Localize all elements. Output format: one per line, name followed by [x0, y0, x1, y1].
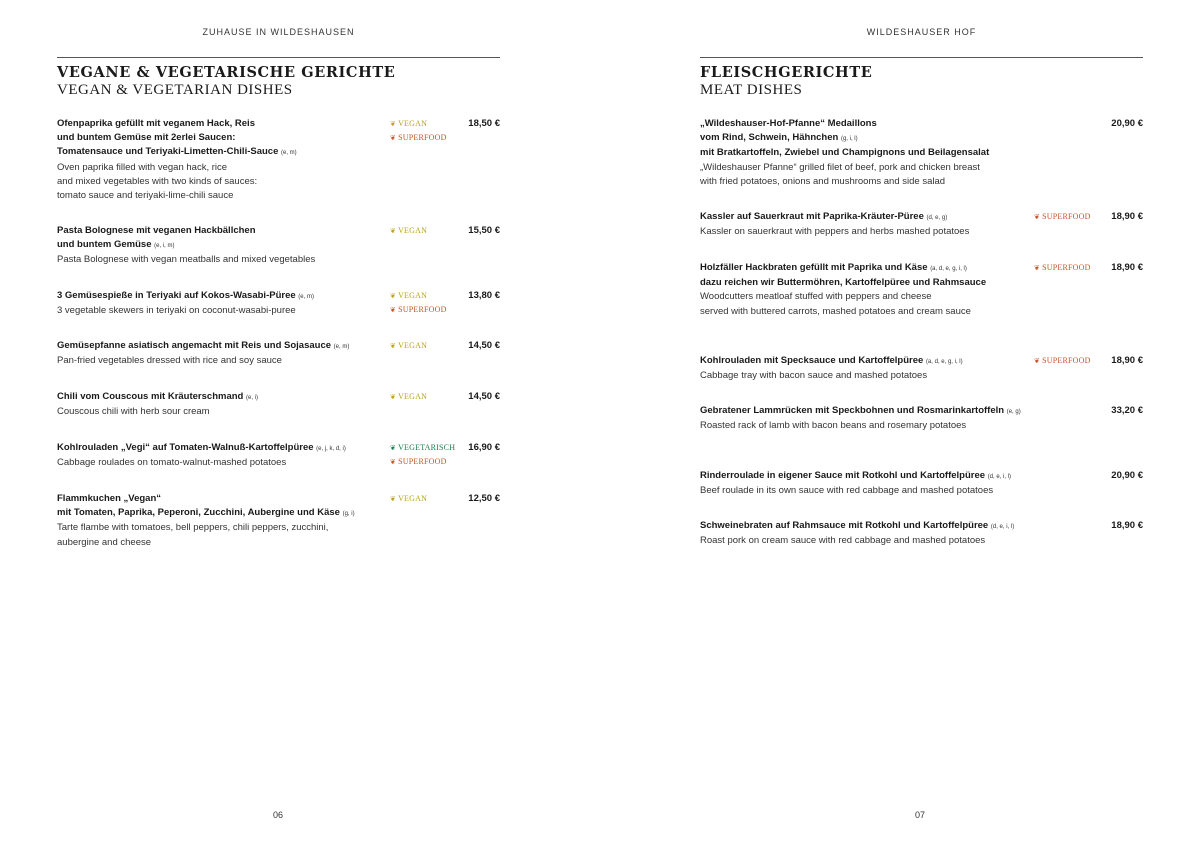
- leaf-icon: ❦: [390, 227, 397, 235]
- diet-badges: [1034, 261, 1091, 275]
- dish-name-en: with fried potatoes, onions and mushrooms and side salad: [700, 175, 946, 187]
- dish-name-text: Schweinebraten auf Rahmsauce mit Rotkohl und Kartoffelpüree: [700, 520, 989, 531]
- dish-name-text: Chili vom Couscous mit Kräuterschmand: [57, 391, 244, 402]
- dish-name-de: [57, 145, 500, 160]
- dish-name-en: Beef roulade in its own sauce with red cabbage and mashed potatoes: [700, 485, 994, 497]
- allergen-codes: (e, m): [298, 294, 314, 300]
- dish-name-en: Kassler on sauerkraut with peppers and herbs mashed potatoes: [700, 226, 970, 238]
- dish-name-text: Ofenpaprika gefüllt mit veganem Hack, Reis: [57, 118, 255, 129]
- dish-name-en: 3 vegetable skewers in teriyaki on coconut-wasabi-puree: [57, 305, 296, 317]
- badge-vegan: [390, 117, 447, 131]
- badge-label: VEGAN: [398, 226, 428, 235]
- menu-item: [57, 390, 500, 419]
- badge-label: VEGAN: [398, 119, 428, 128]
- diet-badges: [1034, 354, 1091, 368]
- dish-price: 18,90 €: [1111, 355, 1143, 366]
- dish-name-en: Tarte flambe with tomatoes, bell peppers, chili peppers, zucchini,: [57, 522, 329, 534]
- dish-name-en: aubergine and cheese: [57, 536, 152, 548]
- section-title-de: FLEISCHGERICHTE: [700, 64, 873, 81]
- leaf-icon: ❦: [390, 444, 397, 452]
- dish-name-en: Pasta Bolognese with vegan meatballs and mixed vegetables: [57, 254, 316, 266]
- allergen-codes: (d, e, i, l): [987, 474, 1012, 480]
- leaf-icon: ❦: [390, 393, 397, 401]
- badge-superfood: [1034, 261, 1091, 275]
- dish-name-en: and mixed vegetables with two kinds of sauces:: [57, 175, 258, 187]
- badge-vegan: [390, 339, 427, 353]
- dish-name-text: „Wildeshauser-Hof-Pfanne“ Medaillons: [700, 118, 877, 129]
- dish-name-en: „Wildeshauser Pfanne“ grilled filet of beef, pork and chicken breast: [700, 161, 980, 173]
- dish-name-text: Pasta Bolognese mit veganen Hackbällchen: [57, 225, 256, 236]
- badge-label: VEGAN: [398, 291, 428, 300]
- badge-superfood: [1034, 210, 1091, 224]
- dish-name-en: tomato sauce and teriyaki-lime-chili sauce: [57, 190, 234, 202]
- leaf-icon: ❦: [390, 292, 397, 300]
- allergen-codes: (d, e, i, l): [990, 524, 1015, 530]
- dish-name-en: served with buttered carrots, mashed potatoes and cream sauce: [700, 305, 971, 317]
- menu-item: [57, 224, 500, 268]
- dish-price: 18,90 €: [1111, 211, 1143, 222]
- menu-item: [57, 441, 500, 470]
- section-title-de: VEGANE & VEGETARISCHE GERICHTE: [57, 64, 396, 81]
- page-number: 06: [273, 810, 284, 820]
- right-page: [600, 0, 1200, 848]
- dish-name-text: dazu reichen wir Buttermöhren, Kartoffelpüree und Rahmsauce: [700, 277, 987, 289]
- dish-name-text: Gebratener Lammrücken mit Speckbohnen und Rosmarinkartoffeln: [700, 405, 1005, 416]
- leaf-icon: ❦: [390, 134, 397, 142]
- allergen-codes: (e, i): [245, 395, 258, 401]
- dish-name-en: Oven paprika filled with vegan hack, rice: [57, 161, 228, 173]
- allergen-codes: (g, i, l): [840, 136, 858, 143]
- dish-price: 20,90 €: [1111, 470, 1143, 481]
- allergen-codes: (a, d, e, g, i, l): [925, 359, 963, 365]
- badge-vegan: [390, 390, 427, 404]
- leaf-icon: ❦: [1034, 213, 1041, 221]
- badge-label: SUPERFOOD: [1042, 356, 1091, 365]
- section-title-en: MEAT DISHES: [700, 82, 803, 98]
- dish-name-de: [700, 404, 1143, 419]
- badge-label: VEGAN: [398, 341, 428, 350]
- dish-name-en: Cabbage roulades on tomato-walnut-mashed potatoes: [57, 457, 287, 469]
- section-heading: [57, 64, 395, 99]
- dish-name-de: [57, 238, 500, 253]
- dish-price: 33,20 €: [1111, 405, 1143, 416]
- dish-name-text: Holzfäller Hackbraten gefüllt mit Paprika und Käse: [700, 262, 928, 273]
- menu-item: [700, 404, 1143, 433]
- dish-name-text: 3 Gemüsespieße in Teriyaki auf Kokos-Wasabi-Püree: [57, 290, 296, 301]
- dish-name-text: und buntem Gemüse: [57, 239, 152, 251]
- header-rule: [57, 57, 500, 58]
- leaf-icon: ❦: [390, 458, 397, 466]
- badge-vegetarisch: [390, 441, 455, 455]
- header-rule: [700, 57, 1143, 58]
- badge-label: VEGAN: [398, 494, 428, 503]
- dish-name-en: Roast pork on cream sauce with red cabbage and mashed potatoes: [700, 535, 986, 547]
- menu-item: [700, 469, 1143, 498]
- dish-price: 14,50 €: [468, 340, 500, 351]
- dish-price: 18,90 €: [1111, 520, 1143, 531]
- page-number: 07: [915, 810, 926, 820]
- badge-superfood: [390, 303, 447, 317]
- allergen-codes: (d, e, g): [926, 215, 948, 221]
- dish-name-en: Roasted rack of lamb with bacon beans and rosemary potatoes: [700, 420, 967, 432]
- dish-price: 18,90 €: [1111, 262, 1143, 273]
- diet-badges: [390, 289, 447, 317]
- dish-price: 14,50 €: [468, 391, 500, 402]
- dish-name-en: Pan-fried vegetables dressed with rice and soy sauce: [57, 355, 282, 367]
- diet-badges: [390, 117, 447, 145]
- allergen-codes: (e, g): [1006, 409, 1021, 415]
- menu-item: [700, 117, 1143, 189]
- dish-name-text: Kohlrouladen mit Specksauce und Kartoffelpüree: [700, 355, 924, 366]
- badge-label: SUPERFOOD: [1042, 263, 1091, 272]
- dish-name-de: [700, 276, 1143, 290]
- dish-price: 16,90 €: [468, 442, 500, 453]
- badge-label: SUPERFOOD: [398, 457, 447, 466]
- dish-name-de: [700, 519, 1143, 534]
- dish-name-text: mit Bratkartoffeln, Zwiebel und Champignons und Beilagensalat: [700, 147, 990, 159]
- dish-name-en: Cabbage tray with bacon sauce and mashed potatoes: [700, 370, 928, 382]
- dish-name-text: Gemüsepfanne asiatisch angemacht mit Reis und Sojasauce: [57, 340, 332, 351]
- menu-item: [57, 117, 500, 203]
- leaf-icon: ❦: [390, 342, 397, 350]
- badge-vegan: [390, 289, 447, 303]
- dish-name-de: [700, 146, 1143, 160]
- dish-name-de: [700, 117, 1143, 131]
- dish-name-text: und buntem Gemüse mit 2erlei Saucen:: [57, 132, 236, 144]
- badge-label: SUPERFOOD: [398, 305, 447, 314]
- allergen-codes: (e, j, k, d, i): [316, 446, 346, 452]
- allergen-codes: (e, i, m): [154, 243, 175, 250]
- diet-badges: [390, 339, 427, 353]
- dish-name-text: vom Rind, Schwein, Hähnchen: [700, 132, 839, 144]
- badge-label: VEGETARISCH: [398, 443, 456, 452]
- menu-item: [700, 261, 1143, 319]
- menu-item: [700, 354, 1143, 383]
- dish-price: 18,50 €: [468, 118, 500, 129]
- dish-name-de: [57, 390, 500, 405]
- allergen-codes: (e, m): [333, 344, 350, 350]
- dish-name-de: [700, 131, 1143, 146]
- allergen-codes: (g, i): [342, 511, 355, 518]
- dish-name-de: [700, 469, 1143, 484]
- leaf-icon: ❦: [390, 120, 397, 128]
- dish-price: 20,90 €: [1111, 118, 1143, 129]
- menu-item: [700, 519, 1143, 548]
- badge-label: SUPERFOOD: [1042, 212, 1091, 221]
- menu-item: [57, 289, 500, 318]
- diet-badges: [390, 390, 427, 404]
- dish-name-text: Rinderroulade in eigener Sauce mit Rotkohl und Kartoffelpüree: [700, 470, 986, 481]
- running-head: WILDESHAUSER HOF: [866, 27, 977, 37]
- badge-label: SUPERFOOD: [398, 133, 447, 142]
- diet-badges: [390, 492, 427, 506]
- diet-badges: [390, 224, 427, 238]
- menu-item: [57, 492, 500, 550]
- running-head: ZUHAUSE IN WILDESHAUSEN: [202, 27, 355, 37]
- section-heading: [700, 64, 872, 99]
- dish-name-text: Kohlrouladen „Vegi“ auf Tomaten-Walnuß-Kartoffelpüree: [57, 442, 314, 453]
- dish-name-text: mit Tomaten, Paprika, Peperoni, Zucchini, Aubergine und Käse: [57, 507, 340, 519]
- badge-label: VEGAN: [398, 392, 428, 401]
- dish-price: 15,50 €: [468, 225, 500, 236]
- leaf-icon: ❦: [1034, 264, 1041, 272]
- dish-name-de: [57, 224, 500, 238]
- dish-price: 13,80 €: [468, 290, 500, 301]
- dish-name-text: Kassler auf Sauerkraut mit Paprika-Kräuter-Püree: [700, 211, 924, 222]
- menu-item: [700, 210, 1143, 239]
- dish-name-en: Woodcutters meatloaf stuffed with peppers and cheese: [700, 291, 932, 303]
- menu-item: [57, 339, 500, 368]
- dish-name-en: Couscous chili with herb sour cream: [57, 406, 210, 418]
- diet-badges: [1034, 210, 1091, 224]
- badge-superfood: [1034, 354, 1091, 368]
- dish-name-de: [57, 506, 500, 521]
- dish-name-de: [57, 339, 500, 354]
- dish-name-text: Tomatensauce und Teriyaki-Limetten-Chili-Sauce: [57, 146, 279, 158]
- leaf-icon: ❦: [1034, 357, 1041, 365]
- dish-price: 12,50 €: [468, 493, 500, 504]
- allergen-codes: (e, m): [281, 150, 297, 157]
- diet-badges: [390, 441, 455, 469]
- dish-name-de: [57, 492, 500, 506]
- badge-vegan: [390, 492, 427, 506]
- leaf-icon: ❦: [390, 495, 397, 503]
- leaf-icon: ❦: [390, 306, 397, 314]
- badge-vegan: [390, 224, 427, 238]
- allergen-codes: (a, d, e, g, i, l): [930, 266, 967, 272]
- dish-name-text: Flammkuchen „Vegan“: [57, 493, 162, 504]
- badge-superfood: [390, 455, 455, 469]
- section-title-en: VEGAN & VEGETARIAN DISHES: [57, 82, 293, 98]
- badge-superfood: [390, 131, 447, 145]
